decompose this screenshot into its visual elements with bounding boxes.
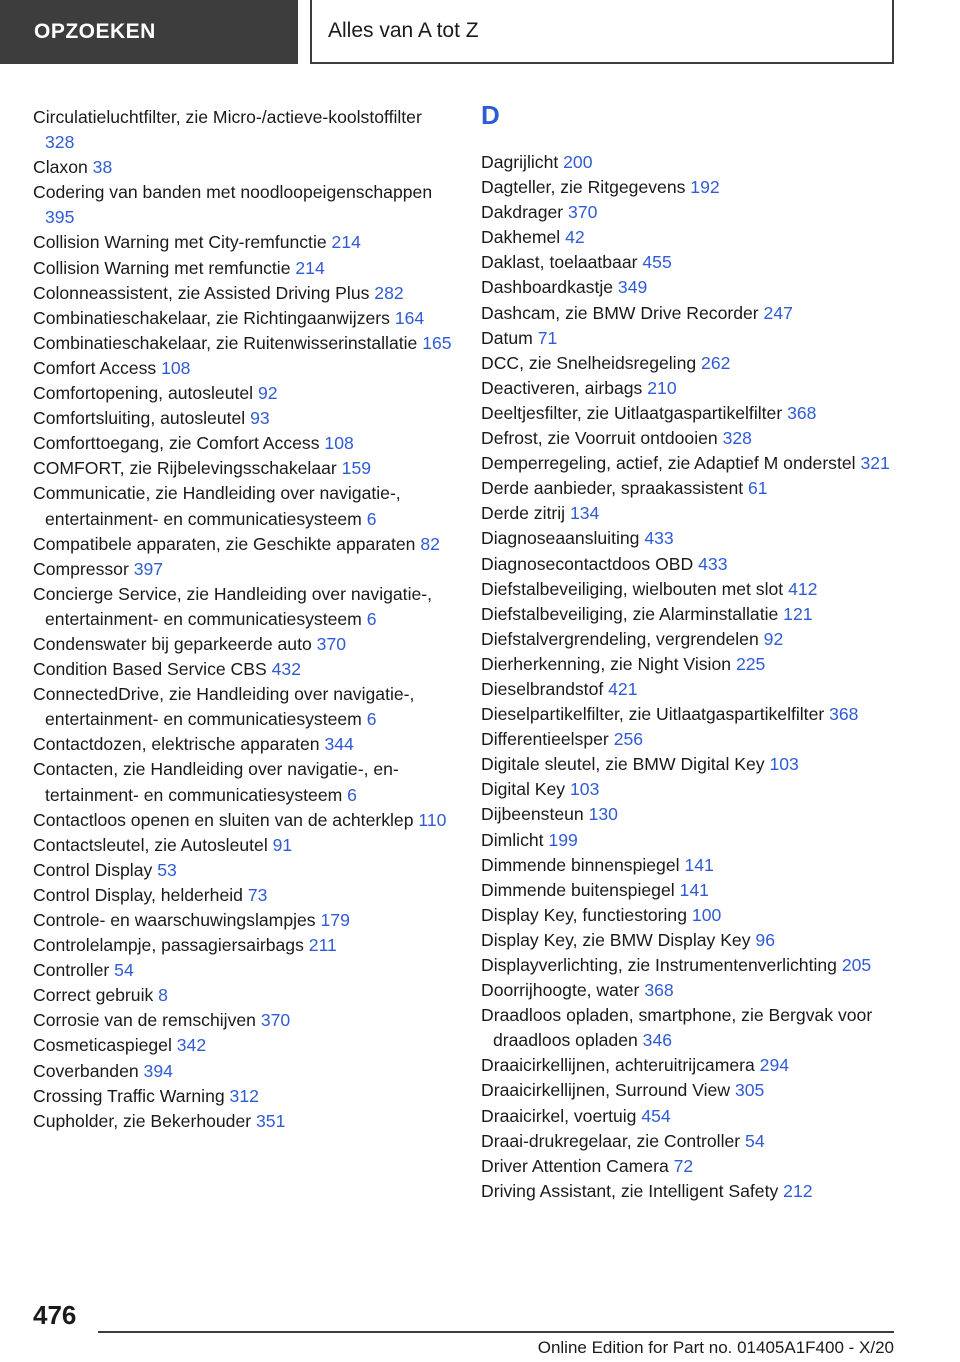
- index-entry: [33, 532, 453, 557]
- index-entry: [481, 627, 901, 652]
- page-reference-link[interactable]: 199: [548, 829, 578, 850]
- page-reference-link[interactable]: 54: [114, 960, 134, 981]
- index-entry: [33, 757, 453, 807]
- index-entry: [481, 702, 901, 727]
- page-reference-link[interactable]: 368: [644, 980, 674, 1001]
- index-term: Display Key, zie BMW Display Key: [481, 929, 751, 950]
- index-term: Deeltjesfilter, zie Uitlaatgaspartikelfilter: [481, 402, 783, 423]
- page-reference-link[interactable]: 72: [673, 1155, 694, 1176]
- page-reference-link[interactable]: 141: [679, 879, 709, 900]
- page-reference-link[interactable]: 370: [316, 633, 347, 654]
- index-term: ConnectedDrive, zie Handleiding over navigatie-, entertainment- en communicatiesysteem: [33, 684, 415, 730]
- index-entry: [481, 426, 901, 451]
- index-entry: [481, 250, 901, 275]
- index-term: Crossing Traffic Warning: [33, 1085, 225, 1106]
- index-term: Dieselbrandstof: [481, 678, 604, 699]
- index-entry: [481, 552, 901, 577]
- page-reference-link[interactable]: 397: [133, 558, 164, 579]
- page-reference-link[interactable]: 54: [745, 1130, 765, 1151]
- index-column-left: [33, 105, 453, 1134]
- index-entry: [33, 331, 453, 356]
- index-term: Concierge Service, zie Handleiding over navigatie-, entertainment- en communicatiesysteem: [33, 583, 433, 629]
- page-reference-link[interactable]: 82: [420, 533, 440, 554]
- index-term: Diefstalbeveiliging, wielbouten met slot: [481, 578, 784, 599]
- index-entry: [481, 978, 901, 1003]
- index-term: Contactloos openen en sluiten van de achterklep: [33, 809, 414, 830]
- index-term: Diefstalbeveiliging, zie Alarminstallatie: [481, 603, 779, 624]
- index-entry: [33, 1109, 453, 1134]
- index-term: Diagnosecontactdoos OBD: [481, 553, 694, 574]
- index-entry: [481, 727, 901, 752]
- page-reference-link[interactable]: 134: [569, 503, 600, 524]
- page-reference-link[interactable]: 433: [698, 553, 728, 574]
- index-term: Comforttoegang, zie Comfort Access: [33, 433, 320, 454]
- index-entry: [33, 933, 453, 958]
- index-term: Combinatieschakelaar, zie Ruitenwisserinstallatie: [33, 332, 418, 353]
- index-entry: [481, 175, 901, 200]
- index-term: Draai-drukregelaar, zie Controller: [481, 1130, 741, 1151]
- page-reference-link[interactable]: 225: [735, 653, 766, 674]
- page-reference-link[interactable]: 394: [143, 1060, 173, 1081]
- index-entry: [481, 1078, 901, 1103]
- index-term: Coverbanden: [33, 1060, 139, 1081]
- index-term: Controle- en waarschuwingslampjes: [33, 910, 316, 930]
- footer-divider: [98, 1331, 894, 1333]
- page-reference-link[interactable]: 61: [748, 478, 768, 499]
- index-entry: [481, 577, 901, 602]
- section-label: OPZOEKEN: [34, 20, 156, 43]
- page-reference-link[interactable]: 93: [250, 408, 270, 429]
- index-term: Contacten, zie Handleiding over navigatie-, entertainment- en communicatiesysteem: [33, 759, 399, 805]
- page-reference-link[interactable]: 6: [366, 709, 377, 730]
- page-reference-link[interactable]: 305: [734, 1080, 765, 1101]
- page-reference-link[interactable]: 349: [617, 277, 648, 298]
- index-entry: [481, 1003, 901, 1053]
- index-entry: [481, 828, 901, 853]
- index-entry: [481, 853, 901, 878]
- index-term: Dakhemel: [481, 227, 561, 248]
- index-term: Draadloos opladen, smartphone, zie Bergvak voor draadloos opladen: [481, 1005, 873, 1051]
- page-reference-link[interactable]: 370: [568, 202, 598, 223]
- index-entry: [481, 1104, 901, 1129]
- index-term: Correct gebruik: [33, 985, 154, 1006]
- page-reference-link[interactable]: 96: [755, 929, 775, 950]
- page-reference-link[interactable]: 205: [841, 955, 872, 975]
- index-entry: [481, 878, 901, 903]
- index-entry: [481, 451, 901, 476]
- index-entry: [481, 777, 901, 802]
- page-reference-link[interactable]: 130: [588, 804, 618, 825]
- index-entry: [33, 632, 453, 657]
- page-reference-link[interactable]: 92: [763, 628, 784, 649]
- index-term: Dierherkenning, zie Night Vision: [481, 653, 732, 674]
- index-term: Derde aanbieder, spraakassistent: [481, 478, 744, 499]
- index-entry: [33, 1059, 453, 1084]
- index-entry: [481, 903, 901, 928]
- index-term: Dimmende buitenspiegel: [481, 879, 675, 900]
- page-reference-link[interactable]: 395: [45, 207, 75, 228]
- index-entry: [33, 406, 453, 431]
- page-reference-link[interactable]: 164: [394, 307, 425, 328]
- index-term: Displayverlichting, zie Instrumentenverlichting: [481, 955, 837, 975]
- page-reference-link[interactable]: 108: [161, 357, 191, 378]
- index-term: Doorrijhoogte, water: [481, 980, 640, 1001]
- page-reference-link[interactable]: 103: [769, 754, 799, 775]
- index-term: Corrosie van de remschijven: [33, 1010, 256, 1031]
- index-entry: [33, 356, 453, 381]
- index-term: Draaicirkellijnen, achteruitrijcamera: [481, 1055, 755, 1076]
- page-reference-link[interactable]: 92: [257, 383, 278, 404]
- page-reference-link[interactable]: 344: [324, 734, 354, 755]
- index-term: Compatibele apparaten, zie Geschikte apparaten: [33, 533, 416, 554]
- index-term: Condition Based Service CBS: [33, 659, 267, 680]
- index-term: Comfort Access: [33, 357, 157, 378]
- page-reference-link[interactable]: 346: [642, 1030, 673, 1051]
- page-reference-link[interactable]: 141: [684, 854, 714, 875]
- page-reference-link[interactable]: 200: [563, 152, 593, 172]
- index-term: Differentieelsper: [481, 729, 609, 750]
- index-term: Defrost, zie Voorruit ontdooien: [481, 428, 718, 449]
- index-entry: [481, 953, 901, 978]
- index-term: Communicatie, zie Handleiding over navigatie-, entertainment- en communicatiesysteem: [33, 483, 401, 529]
- page-reference-link[interactable]: 8: [158, 985, 168, 1006]
- page-reference-link[interactable]: 212: [783, 1180, 813, 1201]
- page-reference-link[interactable]: 433: [644, 528, 674, 549]
- index-entry: [481, 677, 901, 702]
- index-entry: [481, 1154, 901, 1179]
- index-entry: [33, 883, 453, 908]
- index-entry: [481, 476, 901, 501]
- page-reference-link[interactable]: 211: [308, 935, 337, 956]
- index-entry: [33, 582, 453, 632]
- index-term: Dimmende binnenspiegel: [481, 854, 680, 875]
- index-entry: [33, 105, 453, 155]
- page-reference-link[interactable]: 421: [608, 678, 638, 699]
- index-term: Circulatieluchtfilter, zie Micro-/actieve-koolstoffilter: [33, 107, 422, 127]
- page-reference-link[interactable]: 53: [157, 859, 177, 880]
- index-entry: [33, 1033, 453, 1058]
- index-entry: [33, 256, 453, 281]
- index-term: Contactsleutel, zie Autosleutel: [33, 834, 268, 855]
- index-term: Dakdrager: [481, 202, 564, 223]
- index-term: Deactiveren, airbags: [481, 377, 643, 398]
- page-reference-link[interactable]: 6: [366, 608, 377, 629]
- page-reference-link[interactable]: 351: [256, 1110, 286, 1131]
- page-reference-link[interactable]: 6: [366, 508, 377, 529]
- page-reference-link[interactable]: 256: [613, 729, 644, 750]
- index-entry: [33, 858, 453, 883]
- index-term: Combinatieschakelaar, zie Richtingaanwijzers: [33, 307, 390, 328]
- index-term: Dagrijlicht: [481, 152, 559, 172]
- index-term: Demperregeling, actief, zie Adaptief M onderstel: [481, 453, 856, 474]
- page-reference-link[interactable]: 165: [422, 332, 452, 353]
- index-term: Digital Key: [481, 779, 566, 800]
- index-entry: [33, 908, 453, 933]
- header-title-box: [310, 0, 894, 64]
- index-entry: [33, 657, 453, 682]
- index-term: DCC, zie Snelheidsregeling: [481, 352, 697, 373]
- index-entry: [481, 150, 901, 175]
- index-entry: [33, 1008, 453, 1033]
- index-entry: [481, 401, 901, 426]
- index-entry: [481, 376, 901, 401]
- page-reference-link[interactable]: 328: [45, 132, 75, 153]
- index-entry: [481, 652, 901, 677]
- index-term: Colonneassistent, zie Assisted Driving Plus: [33, 282, 370, 303]
- index-entry: [481, 1053, 901, 1078]
- index-term: Collision Warning met remfunctie: [33, 257, 291, 278]
- index-term: Digitale sleutel, zie BMW Digital Key: [481, 754, 765, 775]
- index-term: Condenswater bij geparkeerde auto: [33, 633, 312, 654]
- index-term: Daklast, toelaatbaar: [481, 252, 638, 273]
- index-term: Display Key, functiestoring: [481, 904, 688, 925]
- index-term: Codering van banden met noodloopeigenschappen: [33, 182, 433, 203]
- index-term: Driving Assistant, zie Intelligent Safety: [481, 1180, 779, 1201]
- index-entry: [481, 1129, 901, 1154]
- index-entry: [33, 808, 453, 833]
- index-entry: [33, 281, 453, 306]
- index-term: Draaicirkellijnen, Surround View: [481, 1080, 731, 1101]
- page-reference-link[interactable]: 412: [788, 578, 818, 599]
- page-reference-link[interactable]: 368: [787, 402, 817, 423]
- index-entry: [481, 752, 901, 777]
- page-reference-link[interactable]: 368: [829, 704, 859, 725]
- index-entry: [481, 301, 901, 326]
- page-reference-link[interactable]: 121: [783, 603, 813, 624]
- index-term: Dimlicht: [481, 829, 544, 850]
- page-reference-link[interactable]: 110: [418, 809, 447, 830]
- page-reference-link[interactable]: 6: [347, 784, 357, 805]
- index-term: Contactdozen, elektrische apparaten: [33, 734, 320, 755]
- page-reference-link[interactable]: 247: [763, 302, 793, 323]
- page-title: Alles van A tot Z: [328, 19, 479, 42]
- index-entry: [33, 306, 453, 331]
- page-reference-link[interactable]: 210: [647, 377, 677, 398]
- index-term: Dashboardkastje: [481, 277, 614, 298]
- index-entry: [33, 456, 453, 481]
- page-reference-link[interactable]: 73: [247, 884, 268, 905]
- page-reference-link[interactable]: 71: [537, 327, 558, 348]
- index-entry: [33, 155, 453, 180]
- index-term: Comfortsluiting, autosleutel: [33, 408, 246, 429]
- index-entry: [33, 180, 453, 230]
- index-entry: [33, 732, 453, 757]
- index-entry: [33, 381, 453, 406]
- index-entry: [33, 431, 453, 456]
- index-term: Driver Attention Camera: [481, 1155, 669, 1176]
- index-entry: [33, 958, 453, 983]
- index-entry: [33, 481, 453, 531]
- index-term: Derde zitrij: [481, 503, 566, 524]
- page-reference-link[interactable]: 455: [642, 252, 672, 273]
- index-term: Compressor: [33, 558, 129, 579]
- index-term: Comfortopening, autosleutel: [33, 383, 254, 404]
- index-entry: [481, 928, 901, 953]
- page-number: 476: [33, 1300, 77, 1330]
- index-entry: [33, 833, 453, 858]
- index-term: Cosmeticaspiegel: [33, 1035, 172, 1056]
- index-term: Dashcam, zie BMW Drive Recorder: [481, 302, 759, 323]
- page-reference-link[interactable]: 432: [271, 659, 301, 680]
- page-reference-link[interactable]: 100: [691, 904, 722, 925]
- index-term: Dagteller, zie Ritgegevens: [481, 177, 686, 198]
- page-reference-link[interactable]: 342: [176, 1035, 207, 1056]
- index-entry: [481, 200, 901, 225]
- page-reference-link[interactable]: 312: [229, 1085, 259, 1106]
- page-reference-link[interactable]: 262: [701, 352, 731, 373]
- section-tab: [0, 0, 298, 64]
- index-entry: [481, 501, 901, 526]
- index-term: Controlelampje, passagiersairbags: [33, 935, 304, 956]
- page-reference-link[interactable]: 321: [860, 453, 890, 474]
- page-reference-link[interactable]: 454: [641, 1105, 671, 1126]
- page-reference-link[interactable]: 179: [320, 910, 350, 930]
- index-entry: [481, 602, 901, 627]
- page-reference-link[interactable]: 38: [92, 157, 113, 178]
- page-reference-link[interactable]: 328: [722, 428, 752, 449]
- index-term: Diagnoseaansluiting: [481, 528, 640, 549]
- page-reference-link[interactable]: 108: [324, 433, 354, 454]
- index-term: COMFORT, zie Rijbelevingsschakelaar: [33, 458, 337, 479]
- index-column-right: [481, 150, 901, 1204]
- index-entry: [481, 326, 901, 351]
- page-reference-link[interactable]: 103: [570, 779, 600, 800]
- index-term: Controller: [33, 960, 110, 981]
- index-entry: [481, 275, 901, 300]
- index-entry: [481, 1179, 901, 1204]
- index-entry: [33, 557, 453, 582]
- index-term: Dijbeensteun: [481, 804, 584, 825]
- page-reference-link[interactable]: 159: [341, 458, 372, 479]
- page-reference-link[interactable]: 294: [759, 1055, 790, 1076]
- index-term: Collision Warning met City-remfunctie: [33, 232, 327, 253]
- index-entry: [33, 230, 453, 255]
- index-term: Diefstalvergrendeling, vergrendelen: [481, 628, 759, 649]
- page-reference-link[interactable]: 91: [272, 834, 293, 855]
- index-term: Cupholder, zie Bekerhouder: [33, 1110, 252, 1131]
- index-entry: [33, 1084, 453, 1109]
- index-term: Claxon: [33, 157, 88, 178]
- page-reference-link[interactable]: 192: [690, 177, 720, 198]
- index-entry: [33, 682, 453, 732]
- page-reference-link[interactable]: 282: [374, 282, 404, 303]
- page-reference-link[interactable]: 214: [331, 232, 361, 253]
- index-entry: [481, 526, 901, 551]
- index-entry: [481, 351, 901, 376]
- index-entry: [481, 802, 901, 827]
- page-reference-link[interactable]: 42: [565, 227, 585, 248]
- index-term: Draaicirkel, voertuig: [481, 1105, 637, 1126]
- page-reference-link[interactable]: 214: [295, 257, 325, 278]
- footer-edition: Online Edition for Part no. 01405A1F400 - X/20: [537, 1338, 894, 1357]
- index-term: Dieselpartikelfilter, zie Uitlaatgaspartikelfilter: [481, 704, 825, 725]
- index-letter-heading: D: [481, 100, 500, 130]
- index-entry: [481, 225, 901, 250]
- page-reference-link[interactable]: 370: [260, 1010, 291, 1031]
- index-term: Control Display, helderheid: [33, 884, 243, 905]
- index-term: Control Display: [33, 859, 153, 880]
- index-entry: [33, 983, 453, 1008]
- index-term: Datum: [481, 327, 533, 348]
